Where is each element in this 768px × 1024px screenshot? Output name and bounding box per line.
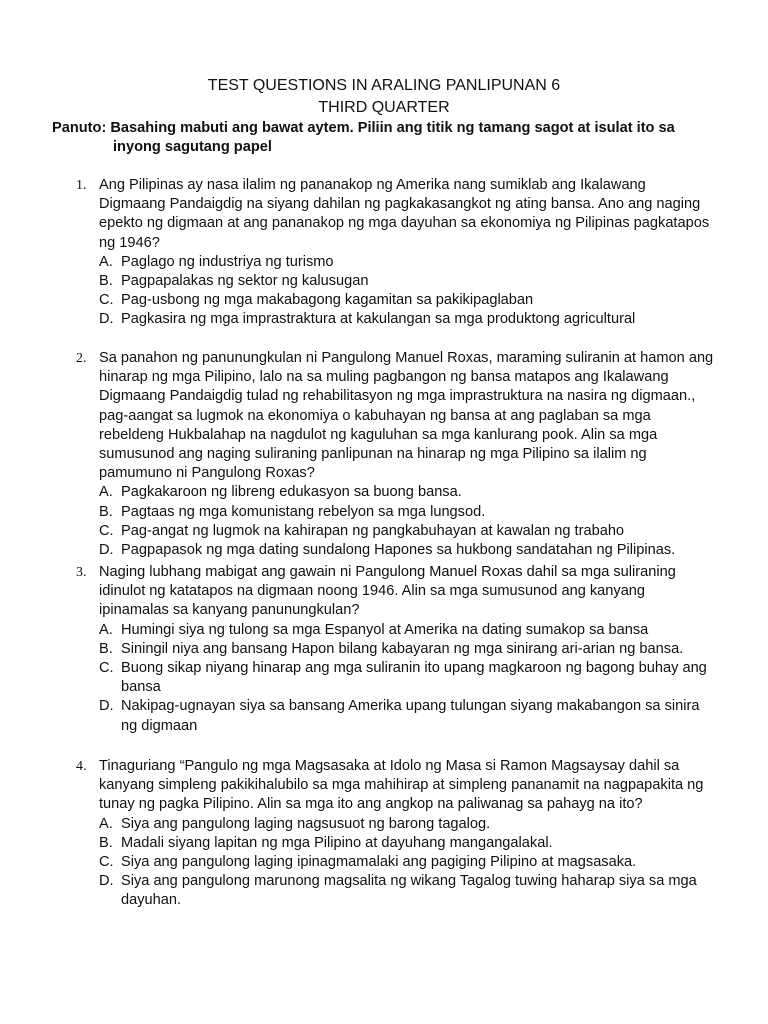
directions-line-2: inyong sagutang papel xyxy=(113,139,272,155)
choice-letter: D. xyxy=(99,542,114,559)
choice-text: Pagtaas ng mga komunistang rebelyon sa mga lungsod. xyxy=(121,503,486,520)
choice-item xyxy=(99,522,716,541)
choice-text: Nakipag-ugnayan siya sa bansang Amerika upang tulungan siyang makabangon sa sinira ng digmaan xyxy=(121,698,700,734)
choice-list xyxy=(76,253,716,330)
question-1 xyxy=(76,176,716,330)
choice-letter: B. xyxy=(99,834,113,851)
question-2 xyxy=(76,349,716,560)
choice-item xyxy=(99,272,716,291)
question-number: 1. xyxy=(76,178,87,193)
choice-text: Siningil niya ang bansang Hapon bilang kabayaran ng mga sinirang ari-arian ng bansa. xyxy=(121,640,684,657)
choice-letter: D. xyxy=(99,311,114,328)
choice-letter: C. xyxy=(99,854,114,871)
choice-letter: A. xyxy=(99,253,113,270)
choice-letter: C. xyxy=(99,660,114,677)
choice-text: Madali siyang lapitan ng mga Pilipino at dayuhang mangangalakal. xyxy=(121,834,553,851)
choice-item xyxy=(99,834,716,853)
question-text: Tinaguriang “Pangulo ng mga Magsasaka at Idolo ng Masa si Ramon Magsaysay dahil sa kanyang simpleng pakikihalubilo sa mga mahihirap at simpleng pananamit na nagpapakita ng tunay ng pagka Pilipino. Alin sa mga ito ang angkop na paliwanag sa pahayg na ito? xyxy=(99,758,704,813)
choice-letter: A. xyxy=(99,484,113,501)
directions-line-1: Panuto: Basahing mabuti ang bawat aytem. Piliin ang titik ng tamang sagot at isulat ito sa xyxy=(52,120,675,136)
choice-letter: D. xyxy=(99,698,114,715)
choice-item xyxy=(99,253,716,272)
choice-letter: B. xyxy=(99,273,113,290)
choice-text: Siya ang pangulong laging ipinagmamalaki ang pagiging Pilipino at magsasaka. xyxy=(121,854,637,871)
question-text: Ang Pilipinas ay nasa ilalim ng pananakop ng Amerika nang sumiklab ang Ikalawang Digmaang Pandaigdig na siyang dahilan ng pagkakasangkot ng ating bansa. Ano ang naging epekto ng digmaan at ang pananakop ng mga dayuhan sa ekonomiya ng Pilipinas pagkatapos ng 1946? xyxy=(99,177,710,251)
question-text: Naging lubhang mabigat ang gawain ni Pangulong Manuel Roxas dahil sa mga suliraning idinulot ng katatapos na digmaan noong 1946. Alin sa mga sumusunod ang kanyang ipinamalas sa kanyang panunungkulan? xyxy=(99,564,676,619)
choice-text: Humingi siya ng tulong sa mga Espanyol at Amerika na dating sumakop sa bansa xyxy=(121,621,649,638)
choice-item xyxy=(99,640,716,659)
choice-text: Pagpapasok ng mga dating sundalong Hapones sa hukbong sandatahan ng Pilipinas. xyxy=(121,542,676,559)
choice-item xyxy=(99,621,716,640)
choice-item xyxy=(99,483,716,502)
question-number: 2. xyxy=(76,351,87,366)
choice-text: Pagpapalakas ng sektor ng kalusugan xyxy=(121,273,369,290)
choice-list xyxy=(76,483,716,560)
choice-letter: D. xyxy=(99,873,114,890)
choice-item xyxy=(99,659,716,697)
choice-letter: C. xyxy=(99,522,114,539)
choice-text: Pag-usbong ng mga makabagong kagamitan sa pakikipaglaban xyxy=(121,292,534,309)
question-number: 3. xyxy=(76,565,87,580)
choice-text: Siya ang pangulong laging nagsusuot ng barong tagalog. xyxy=(121,815,491,832)
choice-letter: A. xyxy=(99,815,113,832)
choice-letter: C. xyxy=(99,292,114,309)
choice-text: Buong sikap niyang hinarap ang mga suliranin ito upang magkaroon ng bagong buhay ang bansa xyxy=(121,660,707,696)
choice-item xyxy=(99,872,716,910)
choice-item xyxy=(99,815,716,834)
question-3 xyxy=(76,563,716,736)
choice-item xyxy=(99,291,716,310)
choice-item xyxy=(99,697,716,735)
choice-letter: A. xyxy=(99,621,113,638)
choice-letter: B. xyxy=(99,640,113,657)
document-title: TEST QUESTIONS IN ARALING PANLIPUNAN 6 xyxy=(207,77,561,94)
question-number: 4. xyxy=(76,759,87,774)
directions xyxy=(52,119,724,157)
choice-text: Pag-angat ng lugmok na kahirapan ng pangkabuhayan at kawalan ng trabaho xyxy=(121,522,625,539)
choice-text: Pagkakaroon ng libreng edukasyon sa buong bansa. xyxy=(121,484,462,501)
choice-text: Pagkasira ng mga imprastraktura at kakulangan sa mga produktong agricultural xyxy=(121,311,636,328)
choice-text: Siya ang pangulong marunong magsalita ng wikang Tagalog tuwing haharap siya sa mga dayuhan. xyxy=(121,873,697,909)
question-text: Sa panahon ng panunungkulan ni Pangulong Manuel Roxas, maraming suliranin at hamon ang hinarap ng mga Pilipino, lalo na sa muling pagbangon ng bansa matapos ang Ikalawang Digmaang Pandaigdig tulad ng rehabilitasyon ng mga imprastruktura na nasira ng digmaan., pag-aangat sa lugmok na ekonomiya o kabuhayan ng bansa at ang paglaban sa mga rebeldeng Hukbalahap na nagdulot ng kaguluhan sa mga kanlurang pook. Alin sa mga sumusunod ang naging suliraning panlipunan na hinarap ng mga Pilipino sa ilalim ng pamumuno ni Pangulong Roxas? xyxy=(99,350,714,482)
question-4 xyxy=(76,757,716,911)
choice-list xyxy=(76,621,716,736)
choice-text: Paglago ng industriya ng turismo xyxy=(121,253,334,270)
choice-item xyxy=(99,541,716,560)
choice-letter: B. xyxy=(99,503,113,520)
choice-item xyxy=(99,310,716,329)
choice-list xyxy=(76,815,716,911)
choice-item xyxy=(99,503,716,522)
document-subtitle: THIRD QUARTER xyxy=(318,99,450,116)
choice-item xyxy=(99,853,716,872)
